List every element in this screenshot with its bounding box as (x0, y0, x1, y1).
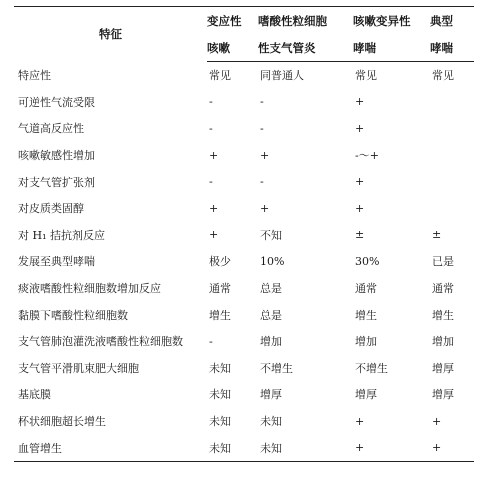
allergic-cough-cell: + (209, 228, 219, 242)
feature-cell: 支气管肺泡灌洗液嗜酸性粒细胞数 (18, 335, 183, 349)
feature-cell: 对 H₁ 拮抗剂反应 (18, 228, 105, 242)
cva-cell: -～+ (355, 149, 379, 163)
allergic-cough-cell: + (209, 148, 219, 162)
cva-cell: 增生 (355, 308, 377, 322)
allergic-cough-cell: - (209, 175, 213, 189)
header-col4-line1: 典型 (430, 7, 474, 35)
typical-asthma-cell (430, 168, 474, 195)
eb-cell: - (260, 121, 264, 135)
feature-cell: 杯状细胞超长增生 (18, 415, 106, 429)
table-row (14, 248, 474, 275)
feature-cell: 发展至典型哮喘 (18, 255, 95, 269)
feature-cell: 对支气管扩张剂 (18, 175, 95, 189)
header-col1-line1: 变应性 (207, 7, 258, 35)
table-row (14, 355, 474, 382)
typical-asthma-cell (430, 142, 474, 169)
allergic-cough-cell: 通常 (209, 282, 231, 296)
typical-asthma-cell (430, 195, 474, 222)
allergic-cough-cell: 增生 (209, 308, 231, 322)
typical-asthma-cell (430, 89, 474, 116)
cva-cell: ± (355, 228, 365, 242)
cva-cell: + (355, 121, 365, 135)
cva-cell: 通常 (355, 282, 377, 296)
typical-asthma-cell: ± (432, 228, 442, 242)
typical-asthma-cell: + (432, 414, 442, 428)
feature-cell: 血管增生 (14, 434, 207, 461)
table-header (14, 7, 474, 62)
allergic-cough-cell: 未知 (209, 361, 231, 375)
eb-cell: + (260, 148, 270, 162)
eb-cell: 增厚 (260, 388, 282, 402)
allergic-cough-cell: 常见 (209, 69, 231, 83)
header-col3-line2: 哮喘 (353, 34, 430, 62)
allergic-cough-cell: - (209, 121, 213, 135)
feature-cell: 痰液嗜酸性粒细胞数增加反应 (18, 282, 161, 296)
allergic-cough-cell: - (209, 334, 213, 348)
feature-cell: 对皮质类固醇 (18, 202, 84, 216)
allergic-cough-cell: + (209, 201, 219, 215)
eb-cell: 10% (260, 254, 285, 268)
feature-cell: 可逆性气流受限 (18, 95, 95, 109)
eb-cell: 总是 (260, 308, 282, 322)
table-row (14, 168, 474, 195)
eb-cell: 未知 (260, 415, 282, 429)
eb-cell: 不增生 (260, 361, 293, 375)
eb-cell: 增加 (260, 335, 282, 349)
typical-asthma-cell: + (430, 434, 474, 461)
header-col3-line1: 咳嗽变异性 (353, 7, 430, 35)
table-body (14, 62, 474, 462)
table-row (14, 381, 474, 408)
header-feature: 特征 (14, 7, 207, 62)
eb-cell: 不知 (260, 228, 282, 242)
cva-cell: + (355, 201, 365, 215)
eb-cell: 总是 (260, 282, 282, 296)
table-row (14, 142, 474, 169)
typical-asthma-cell (430, 115, 474, 142)
typical-asthma-cell: 增厚 (432, 388, 454, 402)
table-row (14, 89, 474, 116)
header-row-1 (14, 7, 474, 35)
allergic-cough-cell: - (209, 95, 213, 109)
typical-asthma-cell: 常见 (432, 69, 454, 83)
feature-cell: 黏膜下嗜酸性粒细胞数 (18, 308, 128, 322)
cva-cell: + (353, 434, 430, 461)
table-row (14, 328, 474, 355)
feature-cell: 基底膜 (18, 388, 51, 402)
eb-cell: + (260, 201, 270, 215)
header-col2-line2: 性支气管炎 (258, 34, 353, 62)
eb-cell: - (260, 175, 264, 189)
typical-asthma-cell: 增生 (432, 308, 454, 322)
table-row (14, 408, 474, 435)
allergic-cough-cell: 未知 (209, 388, 231, 402)
typical-asthma-cell: 已是 (432, 255, 454, 269)
table-row (14, 62, 474, 89)
allergic-cough-cell: 未知 (207, 434, 258, 461)
comparison-table (14, 6, 474, 462)
typical-asthma-cell: 通常 (432, 282, 454, 296)
typical-asthma-cell: 增厚 (432, 361, 454, 375)
cva-cell: 增加 (355, 335, 377, 349)
cva-cell: 常见 (355, 69, 377, 83)
allergic-cough-cell: 未知 (209, 415, 231, 429)
eb-cell: - (260, 95, 264, 109)
feature-cell: 特应性 (18, 69, 51, 83)
table-row (14, 434, 474, 461)
table-row (14, 115, 474, 142)
allergic-cough-cell: 极少 (209, 255, 231, 269)
eb-cell: 未知 (258, 434, 353, 461)
cva-cell: + (355, 414, 365, 428)
table-row (14, 301, 474, 328)
cva-cell: 增厚 (355, 388, 377, 402)
table-row (14, 195, 474, 222)
cva-cell: + (355, 95, 365, 109)
typical-asthma-cell: 增加 (432, 335, 454, 349)
header-col2-line1: 嗜酸性粒细胞 (258, 7, 353, 35)
feature-cell: 支气管平滑肌束肥大细胞 (18, 361, 139, 375)
feature-cell: 咳嗽敏感性增加 (18, 149, 95, 163)
cva-cell: 30% (355, 254, 380, 268)
cva-cell: + (355, 175, 365, 189)
feature-cell: 气道高反应性 (18, 122, 84, 136)
cva-cell: 不增生 (355, 361, 388, 375)
header-col4-line2: 哮喘 (430, 34, 474, 62)
table-row (14, 275, 474, 302)
table-row (14, 222, 474, 249)
header-col1-line2: 咳嗽 (207, 34, 258, 62)
eb-cell: 同普通人 (260, 69, 304, 83)
